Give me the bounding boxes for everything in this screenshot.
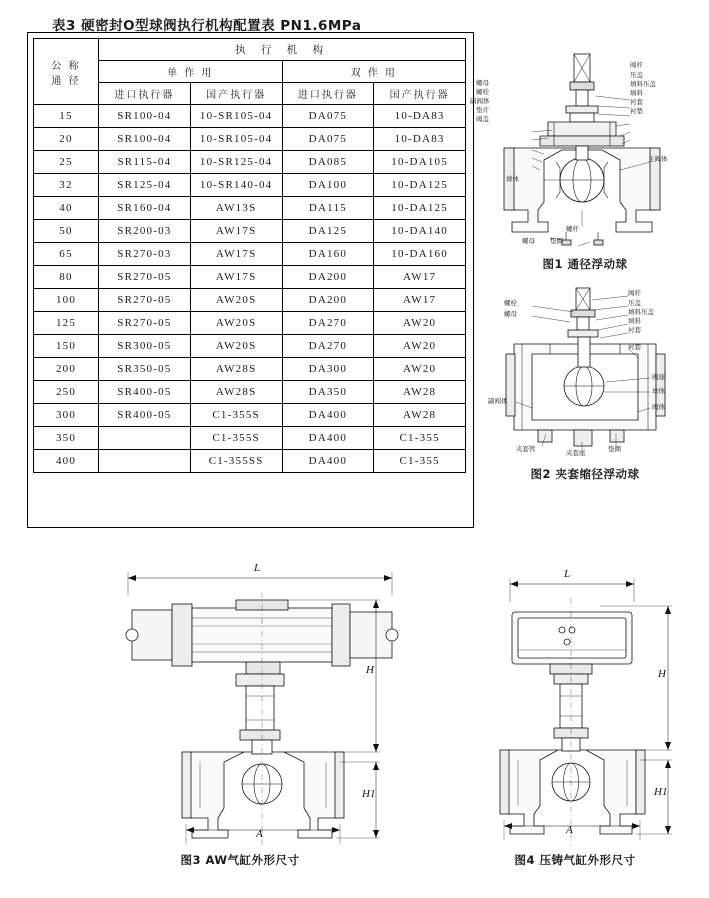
table-row <box>34 404 466 427</box>
cell-dn: 15 <box>34 105 99 128</box>
cell-single-domestic: C1-355SS <box>190 450 282 473</box>
fig3-dim-H1: H1 <box>362 788 376 800</box>
fig2-label-body: 阀体 <box>652 403 665 411</box>
header-double-acting: 双 作 用 <box>282 61 466 83</box>
fig2-label-packing-gland: 填料压盖 <box>628 308 654 316</box>
cell-single-domestic: 10-SR105-04 <box>190 128 282 151</box>
header-actuator-group: 执 行 机 构 <box>99 39 466 61</box>
fig2-label-nut: 螺母 <box>504 310 517 318</box>
figure-4-caption: 图4 压铸气缸外形尺寸 <box>514 853 636 867</box>
table-row <box>34 312 466 335</box>
figure-4 <box>450 556 700 876</box>
header-sub-4: 国产执行器 <box>374 83 466 105</box>
cell-dn: 125 <box>34 312 99 335</box>
header-sub-1: 进口执行器 <box>99 83 191 105</box>
cell-single-import: SR270-03 <box>99 243 191 266</box>
table-header-row-2 <box>34 61 466 83</box>
cell-double-import: DA085 <box>282 151 374 174</box>
cell-double-domestic: AW20 <box>374 335 466 358</box>
cell-double-domestic: AW17 <box>374 289 466 312</box>
cell-dn: 50 <box>34 220 99 243</box>
cell-single-import: SR160-04 <box>99 197 191 220</box>
cell-single-domestic: AW20S <box>190 335 282 358</box>
fig1-label-nut: 螺母 <box>476 79 489 87</box>
cell-double-import: DA200 <box>282 266 374 289</box>
figure-3-caption: 图3 AW气缸外形尺寸 <box>180 853 300 867</box>
cell-double-domestic: 10-DA160 <box>374 243 466 266</box>
figure-2 <box>470 282 700 494</box>
table-header-row-1 <box>34 39 466 61</box>
figure-1-drawing <box>470 50 700 255</box>
cell-double-import: DA075 <box>282 105 374 128</box>
cell-double-import: DA300 <box>282 358 374 381</box>
fig1-label-packing: 填料 <box>630 89 643 97</box>
header-nominal-line1: 公 称 <box>51 60 81 72</box>
figure-2-caption: 图2 夹套缩径浮动球 <box>530 467 640 481</box>
cell-single-domestic: 10-SR140-04 <box>190 174 282 197</box>
fig1-label-bolt: 螺栓 <box>476 88 489 96</box>
cell-double-import: DA115 <box>282 197 374 220</box>
cell-single-import: SR350-05 <box>99 358 191 381</box>
cell-dn: 25 <box>34 151 99 174</box>
cell-double-domestic: AW28 <box>374 381 466 404</box>
cell-single-domestic: AW20S <box>190 312 282 335</box>
header-single-acting: 单 作 用 <box>99 61 283 83</box>
fig2-label-sub-body: 副阀体 <box>488 397 508 405</box>
fig1-label-stem: 阀杆 <box>630 61 643 69</box>
fig1-label-bushing: 衬套 <box>630 98 643 106</box>
fig2-label-packing: 填料 <box>628 317 641 325</box>
cell-single-domestic: AW13S <box>190 197 282 220</box>
cell-single-import: SR200-03 <box>99 220 191 243</box>
table-row <box>34 105 466 128</box>
cell-single-domestic: AW17S <box>190 220 282 243</box>
table-header-row-3 <box>34 83 466 105</box>
table-row <box>34 174 466 197</box>
cell-dn: 32 <box>34 174 99 197</box>
fig2-label-jacket-seat: 夹套座 <box>566 449 586 457</box>
fig2-label-jacket-pipe: 夹套管 <box>516 445 536 453</box>
cell-single-import: SR300-05 <box>99 335 191 358</box>
cell-double-domestic: AW17 <box>374 266 466 289</box>
fig2-label-stem: 阀杆 <box>628 289 641 297</box>
fig2-label-bushing: 衬套 <box>628 326 641 334</box>
table-row <box>34 381 466 404</box>
cell-single-import: SR100-04 <box>99 128 191 151</box>
cell-single-domestic: 10-SR125-04 <box>190 151 282 174</box>
cell-dn: 80 <box>34 266 99 289</box>
cell-double-domestic: 10-DA105 <box>374 151 466 174</box>
fig2-label-washer: 垫圈 <box>608 445 621 453</box>
cell-single-import: SR400-05 <box>99 404 191 427</box>
cell-single-import: SR270-05 <box>99 266 191 289</box>
cell-single-import <box>99 427 191 450</box>
cell-dn: 150 <box>34 335 99 358</box>
cell-single-domestic: 10-SR105-04 <box>190 105 282 128</box>
figure-4-drawing <box>450 556 700 846</box>
cell-dn: 20 <box>34 128 99 151</box>
fig1-label-gasket: 垫片 <box>476 106 489 114</box>
fig1-label-bonnet: 阀盖 <box>476 115 489 123</box>
cell-double-domestic: C1-355 <box>374 427 466 450</box>
table-row <box>34 243 466 266</box>
fig3-dim-H: H <box>366 664 374 676</box>
fig2-label-ball: 球体 <box>652 387 665 395</box>
header-sub-2: 国产执行器 <box>190 83 282 105</box>
cell-single-domestic: AW17S <box>190 243 282 266</box>
fig4-dim-A: A <box>566 824 573 836</box>
fig1-label-gland: 压盖 <box>630 71 643 79</box>
cell-dn: 300 <box>34 404 99 427</box>
spec-table <box>33 38 466 473</box>
fig2-label-bolt: 螺栓 <box>504 299 517 307</box>
fig1-label-screw: 螺杆 <box>566 225 579 233</box>
figure-3 <box>40 556 440 876</box>
cell-double-import: DA100 <box>282 174 374 197</box>
fig1-label-sub-body: 副阀体 <box>470 97 490 105</box>
fig4-dim-H: H <box>658 668 666 680</box>
fig2-label-sleeve: 衬套 <box>628 343 641 351</box>
cell-double-import: DA270 <box>282 335 374 358</box>
header-nominal-diameter <box>34 39 99 105</box>
table-row <box>34 358 466 381</box>
fig1-label-ball: 球体 <box>506 175 519 183</box>
cell-double-import: DA125 <box>282 220 374 243</box>
cell-single-domestic: AW28S <box>190 358 282 381</box>
cell-single-import: SR270-05 <box>99 312 191 335</box>
cell-single-domestic: C1-355S <box>190 427 282 450</box>
fig2-label-seat: 阀座 <box>652 373 665 381</box>
cell-double-domestic: AW20 <box>374 312 466 335</box>
cell-double-domestic: 10-DA83 <box>374 105 466 128</box>
cell-dn: 100 <box>34 289 99 312</box>
cell-double-domestic: 10-DA125 <box>374 174 466 197</box>
cell-double-domestic: AW28 <box>374 404 466 427</box>
cell-single-import: SR115-04 <box>99 151 191 174</box>
cell-double-import: DA400 <box>282 450 374 473</box>
fig1-label-liner: 衬垫 <box>630 107 643 115</box>
cell-single-import <box>99 450 191 473</box>
fig1-label-main-body: 主阀体 <box>648 155 668 163</box>
table-row <box>34 266 466 289</box>
figure-1 <box>470 50 700 280</box>
header-nominal-line2: 通 径 <box>51 75 81 87</box>
fig2-label-gland: 压盖 <box>628 299 641 307</box>
cell-dn: 250 <box>34 381 99 404</box>
table-row <box>34 450 466 473</box>
cell-double-import: DA350 <box>282 381 374 404</box>
table-row <box>34 220 466 243</box>
figure-1-caption: 图1 通径浮动球 <box>542 257 628 271</box>
cell-double-domestic: AW20 <box>374 358 466 381</box>
cell-dn: 350 <box>34 427 99 450</box>
fig4-dim-H1: H1 <box>654 786 668 798</box>
fig1-label-washer: 垫圈 <box>550 237 563 245</box>
cell-dn: 40 <box>34 197 99 220</box>
cell-single-domestic: AW17S <box>190 266 282 289</box>
cell-dn: 65 <box>34 243 99 266</box>
cell-dn: 400 <box>34 450 99 473</box>
cell-double-import: DA270 <box>282 312 374 335</box>
header-sub-3: 进口执行器 <box>282 83 374 105</box>
table-row <box>34 151 466 174</box>
table-row <box>34 197 466 220</box>
table-row <box>34 427 466 450</box>
cell-double-domestic: 10-DA83 <box>374 128 466 151</box>
cell-double-import: DA200 <box>282 289 374 312</box>
cell-single-import: SR100-04 <box>99 105 191 128</box>
fig3-dim-A: A <box>256 828 263 840</box>
cell-double-domestic: C1-355 <box>374 450 466 473</box>
page-title: 表3 硬密封O型球阀执行机构配置表 PN1.6MPa <box>52 18 362 34</box>
table-row <box>34 289 466 312</box>
cell-double-domestic: 10-DA140 <box>374 220 466 243</box>
cell-single-import: SR270-05 <box>99 289 191 312</box>
cell-single-import: SR125-04 <box>99 174 191 197</box>
table-row <box>34 335 466 358</box>
cell-double-domestic: 10-DA125 <box>374 197 466 220</box>
cell-double-import: DA075 <box>282 128 374 151</box>
cell-double-import: DA400 <box>282 404 374 427</box>
cell-double-import: DA160 <box>282 243 374 266</box>
cell-double-import: DA400 <box>282 427 374 450</box>
fig1-label-packing-gland: 填料压盖 <box>630 80 656 88</box>
fig1-label-nut2: 螺母 <box>522 237 535 245</box>
fig3-dim-L: L <box>254 562 261 574</box>
cell-single-domestic: C1-355S <box>190 404 282 427</box>
cell-dn: 200 <box>34 358 99 381</box>
cell-single-domestic: AW20S <box>190 289 282 312</box>
figure-3-drawing <box>40 556 440 846</box>
cell-single-import: SR400-05 <box>99 381 191 404</box>
table-row <box>34 128 466 151</box>
cell-single-domestic: AW28S <box>190 381 282 404</box>
spec-table-wrap <box>33 38 466 473</box>
fig4-dim-L: L <box>564 568 571 580</box>
